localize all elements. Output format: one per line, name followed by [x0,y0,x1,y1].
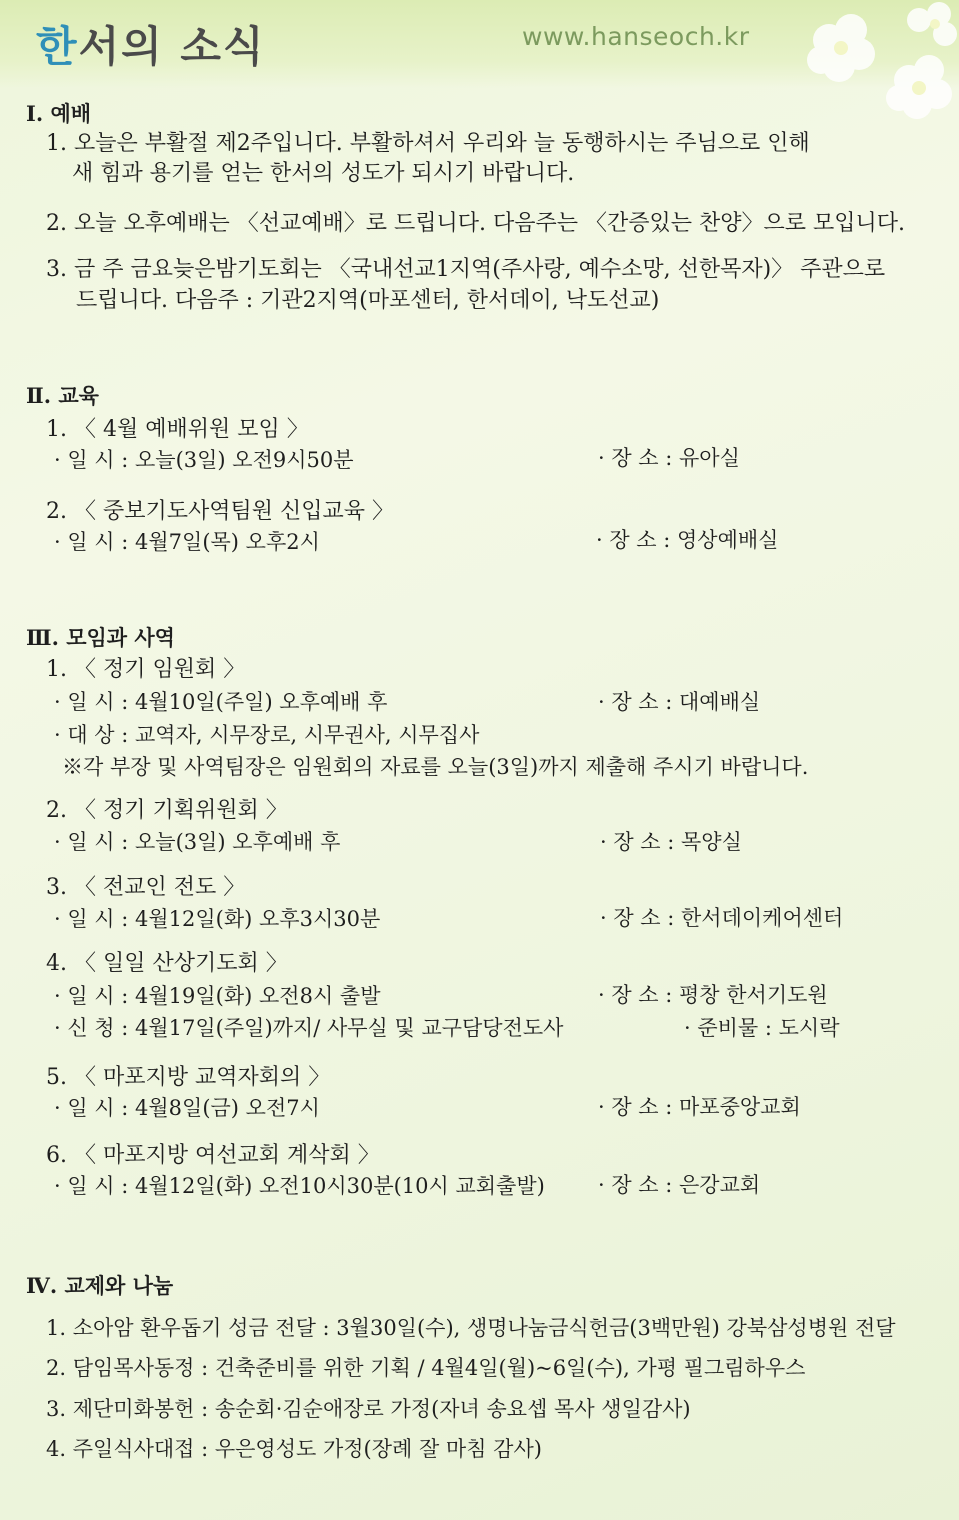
section-title-fellowship: Ⅳ. 교제와 나눔 [26,1273,174,1298]
meeting-6-time: · 일 시 : 4월12일(화) 오전10시30분(10시 교회출발) [54,1174,545,1198]
meeting-2-time: · 일 시 : 오늘(3일) 오후예배 후 [54,830,341,854]
worship-item-3: 3. 금 주 금요늦은밤기도회는 〈국내선교1지역(주사랑, 예수소망, 선한목자)〉 주관으로 [46,257,886,282]
fellowship-item-4: 4. 주일식사대접 : 우은영성도 가정(장례 잘 마침 감사) [46,1437,542,1461]
meeting-6-title: 6. 〈 마포지방 여선교회 계삭회 〉 [46,1143,380,1168]
meeting-4-title: 4. 〈 일일 산상기도회 〉 [46,951,288,976]
meeting-2-place: · 장 소 : 목양실 [600,830,742,854]
meeting-3-time: · 일 시 : 4월12일(화) 오후3시30분 [54,907,381,931]
meeting-3-place: · 장 소 : 한서데이케어센터 [600,906,844,930]
meeting-1-note: ※각 부장 및 사역팀장은 임원회의 자료를 오늘(3일)까지 제출해 주시기 바랍니다. [62,755,809,779]
education-event-2-title: 2. 〈 중보기도사역팀원 신입교육 〉 [46,499,394,524]
page-title-rest: 서의 소식 [78,22,266,71]
section-title-worship: Ⅰ. 예배 [26,101,92,126]
website-url: www.hanseoch.kr [522,22,750,51]
worship-item-3-cont: 드립니다. 다음주 : 기관2지역(마포센터, 한서데이, 낙도선교) [76,288,660,313]
meeting-3-title: 3. 〈 전교인 전도 〉 [46,875,246,900]
worship-item-1: 1. 오늘은 부활절 제2주입니다. 부활하셔서 우리와 늘 동행하시는 주님으로 인해 [46,131,810,156]
meeting-4-apply: · 신 청 : 4월17일(주일)까지/ 사무실 및 교구담당전도사 [54,1016,564,1040]
meeting-5-place: · 장 소 : 마포중앙교회 [598,1095,801,1119]
education-event-1-time: · 일 시 : 오늘(3일) 오전9시50분 [54,448,354,472]
meeting-6-place: · 장 소 : 은강교회 [598,1173,761,1197]
meeting-4-place: · 장 소 : 평창 한서기도원 [598,983,828,1007]
meeting-1-target: · 대 상 : 교역자, 시무장로, 시무권사, 시무집사 [54,723,480,747]
meeting-1-time: · 일 시 : 4월10일(주일) 오후예배 후 [54,690,388,714]
section-title-meetings: Ⅲ. 모임과 사역 [26,625,175,650]
fellowship-item-1: 1. 소아암 환우돕기 성금 전달 : 3월30일(수), 생명나눔금식헌금(3백만원) 강북삼성병원 전달 [46,1316,896,1340]
education-event-2-time: · 일 시 : 4월7일(목) 오후2시 [54,530,320,554]
worship-item-1-cont: 새 힘과 용기를 얻는 한서의 성도가 되시기 바랍니다. [72,161,575,186]
education-event-2-place: · 장 소 : 영상예배실 [596,528,779,552]
meeting-5-time: · 일 시 : 4월8일(금) 오전7시 [54,1096,320,1120]
meeting-1-title: 1. 〈 정기 임원회 〉 [46,657,246,682]
meeting-1-place: · 장 소 : 대예배실 [598,690,761,714]
page-title-accent: 한 [36,22,79,71]
meeting-4-time: · 일 시 : 4월19일(화) 오전8시 출발 [54,984,381,1008]
meeting-2-title: 2. 〈 정기 기획위원회 〉 [46,798,288,823]
section-title-education: Ⅱ. 교육 [26,383,99,408]
fellowship-item-3: 3. 제단미화봉헌 : 송순회·김순애장로 가정(자녀 송요셉 목사 생일감사) [46,1397,691,1421]
flower-decoration-icon [769,0,959,140]
meeting-4-prep: · 준비물 : 도시락 [684,1016,840,1040]
education-event-1-place: · 장 소 : 유아실 [598,446,740,470]
meeting-5-title: 5. 〈 마포지방 교역자회의 〉 [46,1065,331,1090]
fellowship-item-2: 2. 담임목사동정 : 건축준비를 위한 기획 / 4월4일(월)~6일(수), 가평 필그림하우스 [46,1356,806,1380]
worship-item-2: 2. 오늘 오후예배는 〈선교예배〉로 드립니다. 다음주는 〈간증있는 찬양〉으로 모입니다. [46,211,905,236]
page-title [36,14,266,74]
education-event-1-title: 1. 〈 4월 예배위원 모임 〉 [46,417,309,442]
